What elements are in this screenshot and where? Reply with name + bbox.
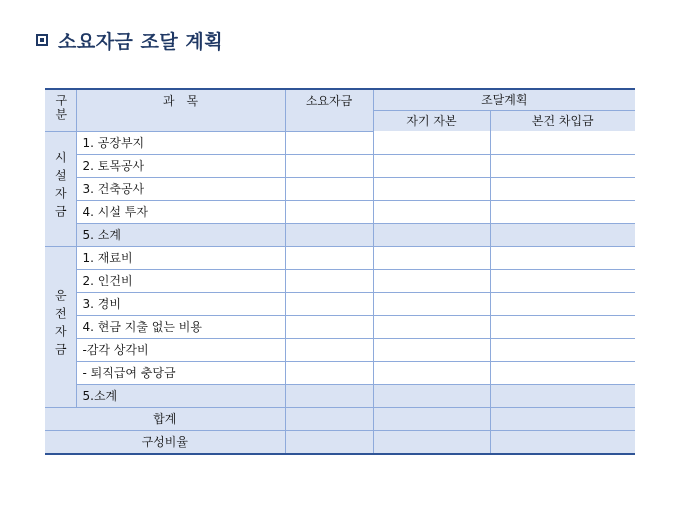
operating-item: 3. 경비 bbox=[76, 292, 285, 315]
header-required-funds: 소요자금 bbox=[285, 89, 373, 131]
equity-cell[interactable] bbox=[373, 154, 490, 177]
header-equity: 자기 자본 bbox=[373, 111, 490, 132]
required-funds-cell[interactable] bbox=[285, 407, 373, 430]
ratio-label: 구성비율 bbox=[45, 430, 285, 454]
equity-cell[interactable] bbox=[373, 384, 490, 407]
borrowing-cell[interactable] bbox=[490, 430, 635, 454]
equity-cell[interactable] bbox=[373, 131, 490, 154]
equity-cell[interactable] bbox=[373, 269, 490, 292]
required-funds-cell[interactable] bbox=[285, 200, 373, 223]
operating-item: -감각 상각비 bbox=[76, 338, 285, 361]
required-funds-cell[interactable] bbox=[285, 246, 373, 269]
equity-cell[interactable] bbox=[373, 361, 490, 384]
required-funds-cell[interactable] bbox=[285, 315, 373, 338]
equity-cell[interactable] bbox=[373, 223, 490, 246]
operating-subtotal: 5.소계 bbox=[76, 384, 285, 407]
borrowing-cell[interactable] bbox=[490, 246, 635, 269]
equity-cell[interactable] bbox=[373, 200, 490, 223]
facility-funds-label bbox=[45, 131, 76, 246]
borrowing-cell[interactable] bbox=[490, 315, 635, 338]
facility-item: 2. 토목공사 bbox=[76, 154, 285, 177]
facility-item: 3. 건축공사 bbox=[76, 177, 285, 200]
operating-item: - 퇴직급여 충당금 bbox=[76, 361, 285, 384]
header-borrowing: 본건 차입금 bbox=[490, 111, 635, 132]
operating-item: 4. 현금 지출 없는 비용 bbox=[76, 315, 285, 338]
borrowing-cell[interactable] bbox=[490, 269, 635, 292]
required-funds-cell[interactable] bbox=[285, 361, 373, 384]
header-funding-plan: 조달계획 bbox=[373, 89, 635, 111]
required-funds-cell[interactable] bbox=[285, 177, 373, 200]
funding-plan-table bbox=[45, 88, 635, 455]
header-category bbox=[45, 89, 76, 131]
borrowing-cell[interactable] bbox=[490, 361, 635, 384]
operating-funds-label bbox=[45, 246, 76, 407]
borrowing-cell[interactable] bbox=[490, 131, 635, 154]
required-funds-cell[interactable] bbox=[285, 338, 373, 361]
required-funds-cell[interactable] bbox=[285, 269, 373, 292]
required-funds-cell[interactable] bbox=[285, 223, 373, 246]
equity-cell[interactable] bbox=[373, 430, 490, 454]
header-subject: 과 목 bbox=[76, 89, 285, 131]
borrowing-cell[interactable] bbox=[490, 338, 635, 361]
square-bullet-icon bbox=[36, 34, 48, 46]
equity-cell[interactable] bbox=[373, 177, 490, 200]
facility-item: 1. 공장부지 bbox=[76, 131, 285, 154]
facility-item: 4. 시설 투자 bbox=[76, 200, 285, 223]
facility-subtotal: 5. 소계 bbox=[76, 223, 285, 246]
page-title-text: 소요자금 조달 계획 bbox=[58, 30, 224, 53]
equity-cell[interactable] bbox=[373, 407, 490, 430]
required-funds-cell[interactable] bbox=[285, 384, 373, 407]
borrowing-cell[interactable] bbox=[490, 292, 635, 315]
equity-cell[interactable] bbox=[373, 315, 490, 338]
equity-cell[interactable] bbox=[373, 246, 490, 269]
operating-item: 2. 인건비 bbox=[76, 269, 285, 292]
equity-cell[interactable] bbox=[373, 292, 490, 315]
operating-item: 1. 재료비 bbox=[76, 246, 285, 269]
required-funds-cell[interactable] bbox=[285, 131, 373, 154]
borrowing-cell[interactable] bbox=[490, 154, 635, 177]
borrowing-cell[interactable] bbox=[490, 407, 635, 430]
borrowing-cell[interactable] bbox=[490, 384, 635, 407]
required-funds-cell[interactable] bbox=[285, 292, 373, 315]
facility-funds-label-text: 시설자금 bbox=[53, 151, 68, 223]
page-title bbox=[36, 26, 223, 54]
required-funds-cell[interactable] bbox=[285, 154, 373, 177]
borrowing-cell[interactable] bbox=[490, 200, 635, 223]
borrowing-cell[interactable] bbox=[490, 177, 635, 200]
total-label: 합계 bbox=[45, 407, 285, 430]
required-funds-cell[interactable] bbox=[285, 430, 373, 454]
equity-cell[interactable] bbox=[373, 338, 490, 361]
borrowing-cell[interactable] bbox=[490, 223, 635, 246]
operating-funds-label-text: 운전자금 bbox=[53, 289, 68, 361]
header-category-text: 구분 bbox=[53, 94, 68, 123]
